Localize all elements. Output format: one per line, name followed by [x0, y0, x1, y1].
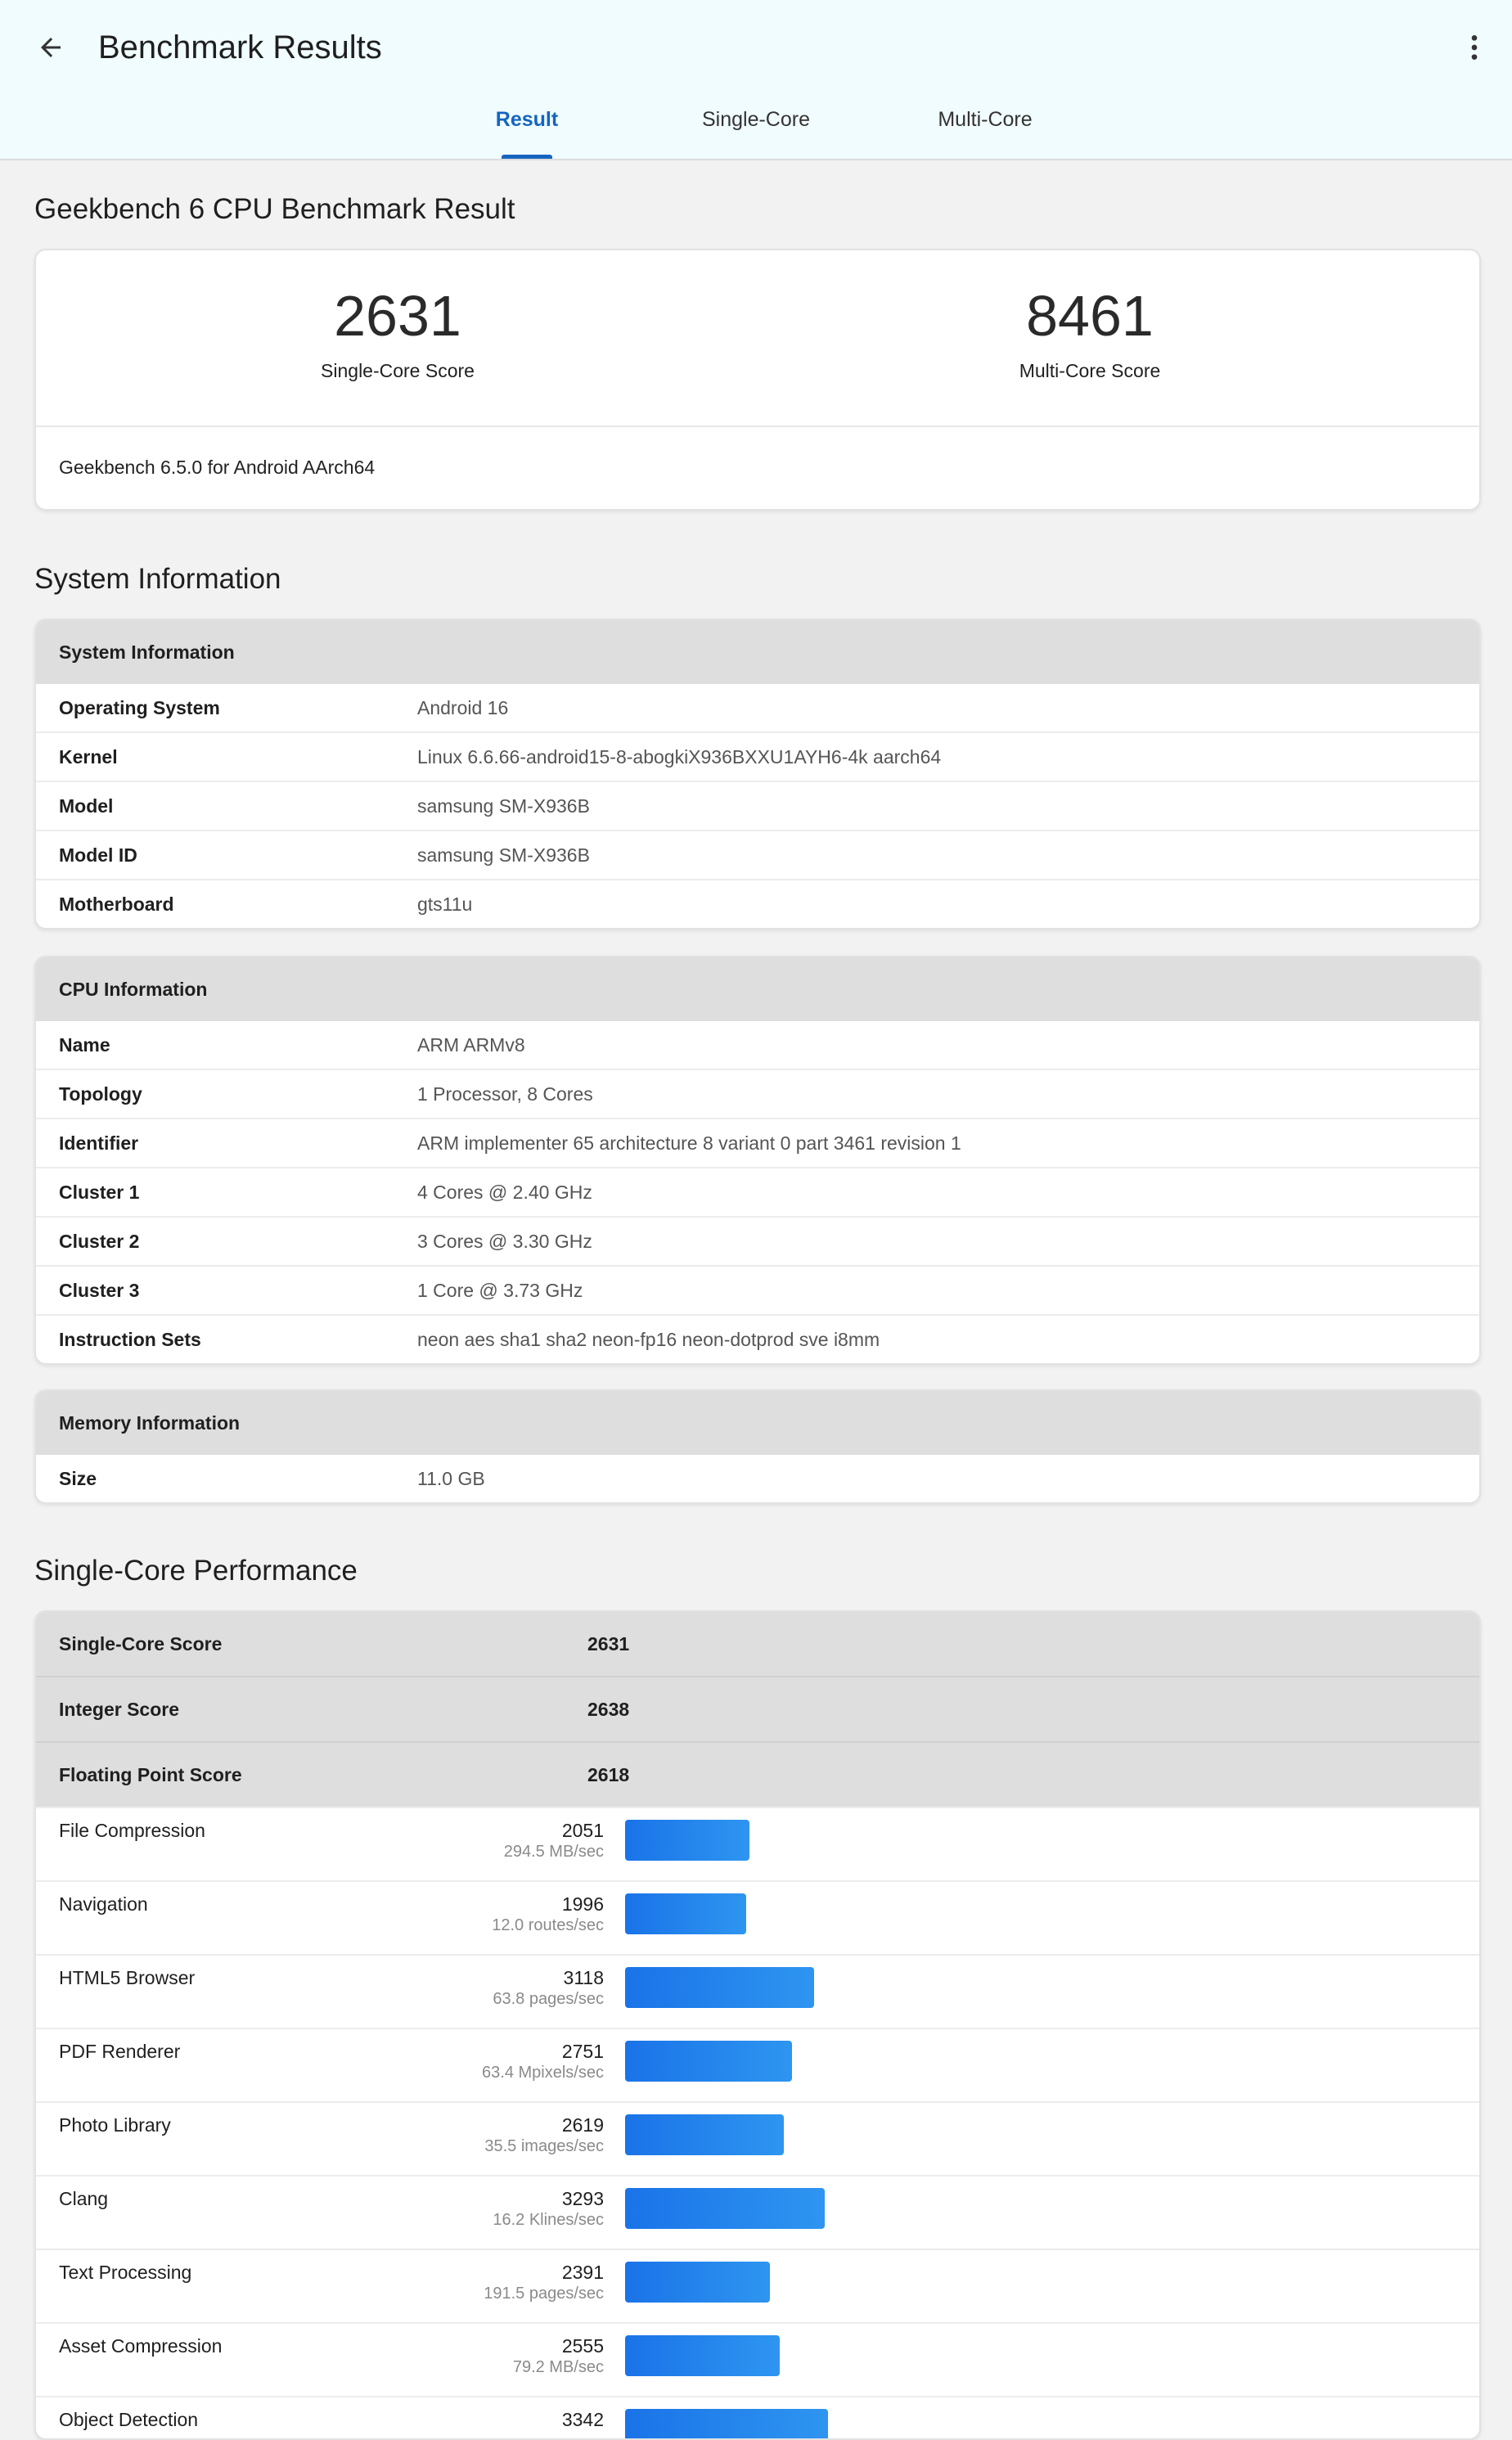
app-bar	[0, 0, 1512, 160]
workload-name: Clang	[59, 2188, 109, 2209]
memory-info-header: Memory Information	[36, 1391, 1479, 1455]
info-value: ARM ARMv8	[417, 1033, 525, 1056]
score-summary-row	[36, 1676, 1479, 1741]
multi-core-score: 8461	[1026, 284, 1154, 348]
info-key: Operating System	[59, 696, 220, 718]
workload-score-bar	[625, 2114, 784, 2155]
workload-score: 2555	[561, 2335, 604, 2357]
cpu-info-card	[34, 956, 1481, 1365]
score-summary-value: 2638	[587, 1698, 630, 1720]
version-text: Geekbench 6.5.0 for Android AArch64	[59, 457, 376, 478]
tab-single-core-label: Single-Core	[701, 108, 810, 131]
system-info-header: System Information	[36, 620, 1479, 684]
workload-score-bar	[625, 2409, 828, 2440]
info-value: Android 16	[417, 696, 509, 718]
score-summary-value: 2618	[587, 1763, 630, 1785]
workload-score: 2619	[561, 2114, 604, 2136]
workload-row	[36, 2175, 1479, 2249]
info-row	[36, 1118, 1479, 1167]
workload-score-bar	[625, 2335, 780, 2376]
workload-score: 2051	[561, 1820, 604, 1841]
tab-single-core[interactable]	[687, 108, 825, 159]
info-key: Model	[59, 795, 114, 817]
workload-name: File Compression	[59, 1820, 205, 1841]
info-value: 3 Cores @ 3.30 GHz	[417, 1230, 592, 1252]
multi-core-score-label: Multi-Core Score	[1019, 360, 1161, 381]
workload-score-bar	[625, 2262, 770, 2303]
workload-name: Asset Compression	[59, 2335, 223, 2357]
workload-score: 2751	[561, 2041, 604, 2062]
info-row	[36, 1069, 1479, 1118]
workload-row	[36, 1954, 1479, 2028]
info-key: Cluster 3	[59, 1279, 140, 1301]
info-row	[36, 684, 1479, 732]
workload-row	[36, 2249, 1479, 2322]
score-card	[34, 249, 1481, 511]
info-key: Topology	[59, 1083, 142, 1105]
workload-score: 2391	[561, 2262, 604, 2283]
info-value: neon aes sha1 sha2 neon-fp16 neon-dotprod sve i8mm	[417, 1328, 880, 1350]
info-row	[36, 1167, 1479, 1216]
info-key: Name	[59, 1033, 110, 1056]
workload-rate: 294.5 MB/sec	[503, 1843, 604, 1861]
workload-score-bar	[625, 2041, 792, 2082]
memory-info-card	[34, 1389, 1481, 1504]
workload-rate: 35.5 images/sec	[484, 2137, 604, 2155]
info-row	[36, 1216, 1479, 1265]
info-row	[36, 879, 1479, 928]
workload-name: Photo Library	[59, 2114, 171, 2136]
info-row	[36, 1265, 1479, 1314]
workload-name: Navigation	[59, 1893, 148, 1915]
single-core-perf-title: Single-Core Performance	[34, 1555, 358, 1587]
info-value: 4 Cores @ 2.40 GHz	[417, 1181, 592, 1203]
info-key: Cluster 1	[59, 1181, 140, 1203]
info-row	[36, 732, 1479, 781]
tab-multi-core-label: Multi-Core	[938, 108, 1033, 131]
single-core-score-block	[152, 283, 643, 382]
page-title: Benchmark Results	[98, 29, 382, 65]
score-summary-label: Floating Point Score	[59, 1763, 242, 1785]
info-key: Cluster 2	[59, 1230, 140, 1252]
info-row	[36, 1314, 1479, 1363]
back-button[interactable]	[25, 21, 77, 74]
workload-row	[36, 1880, 1479, 1954]
workload-row	[36, 2396, 1479, 2440]
workload-name: Object Detection	[59, 2409, 199, 2430]
workload-rate: 63.8 pages/sec	[493, 1990, 604, 2008]
cpu-info-header: CPU Information	[36, 957, 1479, 1021]
workload-score-bar	[625, 1967, 814, 2008]
score-summary-value: 2631	[587, 1632, 630, 1654]
workload-row	[36, 2101, 1479, 2175]
workload-score-bar	[625, 1893, 746, 1934]
tab-result[interactable]	[458, 108, 596, 159]
score-summary-row	[36, 1612, 1479, 1676]
info-value: samsung SM-X936B	[417, 795, 590, 817]
info-row	[36, 1021, 1479, 1069]
more-vert-icon	[1458, 31, 1491, 64]
workload-rate: 63.4 Mpixels/sec	[482, 2064, 604, 2082]
workload-score-bar	[625, 1820, 749, 1861]
single-core-score: 2631	[334, 284, 461, 348]
score-summary-label: Single-Core Score	[59, 1632, 223, 1654]
info-value: 1 Processor, 8 Cores	[417, 1083, 593, 1105]
workload-rate: 79.2 MB/sec	[512, 2358, 604, 2376]
info-value: samsung SM-X936B	[417, 844, 590, 866]
workload-score-bar	[625, 2188, 825, 2229]
system-info-card	[34, 619, 1481, 930]
info-value: gts11u	[417, 893, 473, 915]
workload-name: Text Processing	[59, 2262, 192, 2283]
workload-score: 3293	[561, 2188, 604, 2209]
info-row	[36, 830, 1479, 879]
workload-name: PDF Renderer	[59, 2041, 181, 2062]
score-summary-row	[36, 1741, 1479, 1807]
multi-core-score-block	[844, 283, 1335, 382]
workload-row	[36, 2028, 1479, 2101]
workload-score: 3118	[563, 1967, 604, 1988]
system-section-title: System Information	[34, 563, 281, 595]
result-section-title: Geekbench 6 CPU Benchmark Result	[34, 193, 515, 225]
info-key: Kernel	[59, 745, 118, 768]
single-core-score-label: Single-Core Score	[321, 360, 475, 381]
info-key: Size	[59, 1467, 97, 1489]
more-options-button[interactable]	[1451, 21, 1497, 74]
workload-row	[36, 1807, 1479, 1880]
info-value: Linux 6.6.66-android15-8-abogkiX936BXXU1AYH6-4k aarch64	[417, 745, 942, 768]
workload-score: 1996	[561, 1893, 604, 1915]
workload-row	[36, 2322, 1479, 2396]
info-key: Instruction Sets	[59, 1328, 201, 1350]
info-value: 11.0 GB	[417, 1467, 485, 1489]
workload-rate: 16.2 Klines/sec	[493, 2211, 604, 2229]
info-key: Model ID	[59, 844, 137, 866]
tab-result-label: Result	[495, 108, 559, 131]
score-summary-label: Integer Score	[59, 1698, 179, 1720]
workload-rate: 12.0 routes/sec	[492, 1916, 604, 1934]
info-value: ARM implementer 65 architecture 8 variant 0 part 3461 revision 1	[417, 1132, 961, 1154]
info-value: 1 Core @ 3.73 GHz	[417, 1279, 583, 1301]
workload-rate: 191.5 pages/sec	[484, 2285, 604, 2303]
arrow-left-icon	[36, 33, 65, 62]
info-key: Identifier	[59, 1132, 139, 1154]
single-core-perf-card	[34, 1610, 1481, 2440]
workload-name: HTML5 Browser	[59, 1967, 196, 1988]
workload-score: 3342	[561, 2409, 604, 2430]
info-row	[36, 781, 1479, 830]
tab-indicator	[502, 155, 552, 159]
score-area	[36, 250, 1479, 427]
info-key: Motherboard	[59, 893, 174, 915]
tab-multi-core[interactable]	[916, 108, 1054, 159]
info-row	[36, 1455, 1479, 1502]
